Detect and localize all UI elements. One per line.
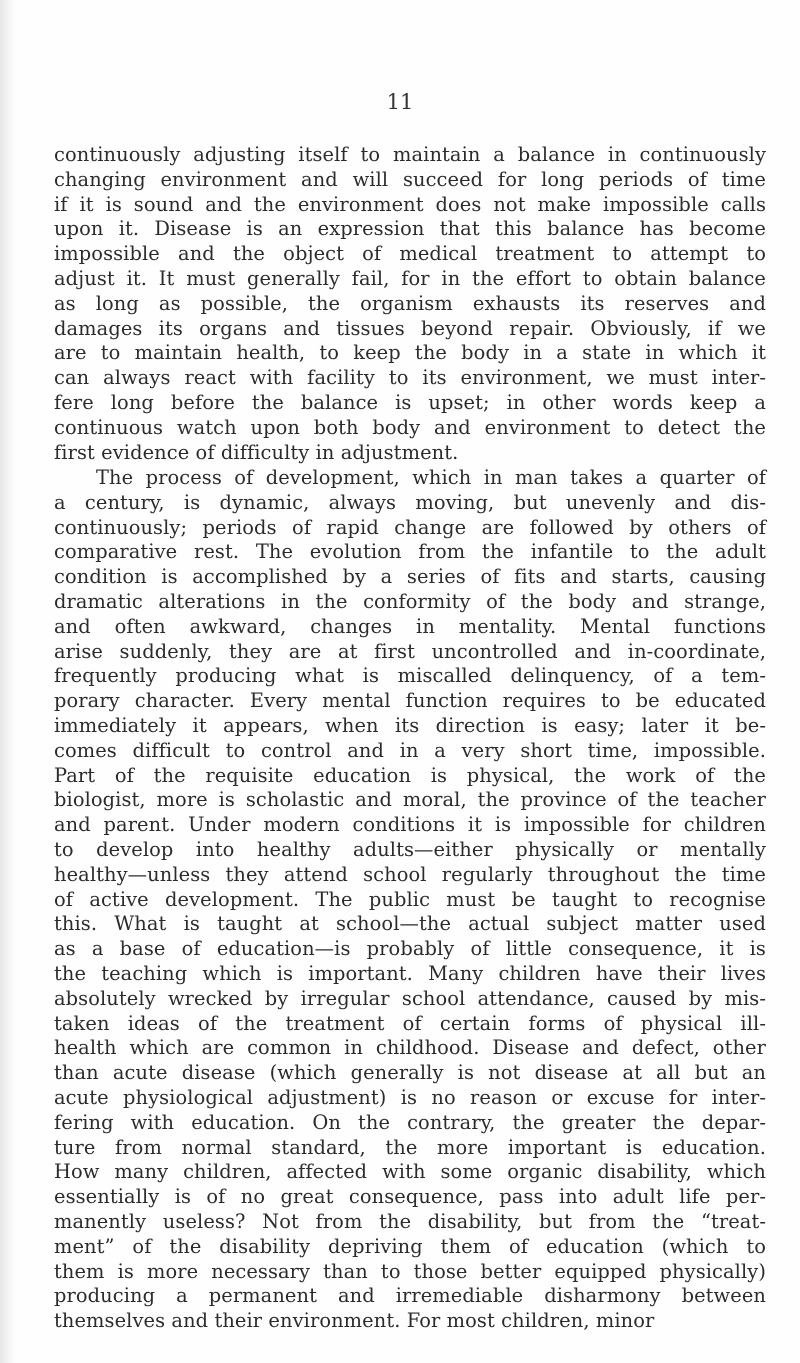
text-line: first evidence of difficulty in adjustment. — [54, 440, 459, 464]
text-line: fere long before the balance is upset; in other words keep a — [54, 390, 766, 414]
text-line: continuously adjusting itself to maintain a balance in continuously — [54, 143, 766, 166]
paragraph-2 — [54, 466, 766, 1334]
text-line: essentially is of no great consequence, pass into adult life per- — [54, 1185, 766, 1209]
text-line: as long as possible, the organism exhausts its reserves and — [54, 291, 766, 315]
page-binding-edge — [0, 0, 16, 1363]
text-line: The process of development, which in man takes a quarter of — [96, 466, 766, 489]
text-line: health which are common in childhood. Disease and defect, other — [54, 1036, 766, 1060]
text-line: themselves and their environment. For most children, minor — [54, 1309, 655, 1333]
text-line: porary character. Every mental function requires to be educated — [54, 689, 766, 713]
text-line: Part of the requisite education is physical, the work of the — [54, 763, 766, 787]
text-line: condition is accomplished by a series of fits and starts, causing — [54, 565, 766, 589]
text-line: changing environment and will succeed for long periods of time — [54, 167, 766, 191]
text-line: can always react with facility to its environment, we must inter- — [54, 366, 766, 390]
text-line: to develop into healthy adults—either physically or mentally — [54, 837, 766, 861]
text-line: immediately it appears, when its direction is easy; later it be- — [54, 713, 766, 737]
text-line: manently useless? Not from the disability, but from the “treat- — [54, 1209, 766, 1233]
text-line: continuously; periods of rapid change are followed by others of — [54, 515, 766, 539]
text-line: acute physiological adjustment) is no reason or excuse for inter- — [54, 1085, 766, 1109]
text-line: fering with education. On the contrary, the greater the depar- — [54, 1110, 766, 1134]
text-line: as a base of education—is probably of little consequence, it is — [54, 937, 766, 961]
text-line: ment” of the disability depriving them of education (which to — [54, 1234, 766, 1258]
text-line: the teaching which is important. Many children have their lives — [54, 961, 766, 985]
text-line: them is more necessary than to those better equipped physically) — [54, 1259, 766, 1283]
text-line: this. What is taught at school—the actual subject matter used — [54, 912, 766, 936]
paragraph-1 — [54, 143, 766, 465]
text-line: than acute disease (which generally is not disease at all but an — [54, 1061, 766, 1085]
text-line: of active development. The public must be taught to recognise — [54, 887, 766, 911]
text-line: continuous watch upon both body and environment to detect the — [54, 415, 766, 439]
text-line: taken ideas of the treatment of certain forms of physical ill- — [54, 1011, 766, 1035]
text-line: if it is sound and the environment does not make impossible calls — [54, 192, 766, 216]
text-line: and parent. Under modern conditions it is impossible for children — [54, 813, 766, 837]
text-line: dramatic alterations in the conformity of the body and strange, — [54, 589, 766, 613]
text-line: How many children, affected with some organic disability, which — [54, 1160, 766, 1184]
text-line: comparative rest. The evolution from the infantile to the adult — [54, 540, 766, 564]
text-line: adjust it. It must generally fail, for in the effort to obtain balance — [54, 266, 766, 290]
text-line: frequently producing what is miscalled delinquency, of a tem- — [54, 664, 766, 688]
text-line: comes difficult to control and in a very short time, impossible. — [54, 738, 766, 762]
text-line: producing a permanent and irremediable disharmony between — [54, 1284, 766, 1308]
text-line: are to maintain health, to keep the body in a state in which it — [54, 341, 766, 365]
text-line: ture from normal standard, the more important is education. — [54, 1135, 766, 1159]
text-line: and often awkward, changes in mentality. Mental functions — [54, 614, 766, 638]
page-number: 11 — [386, 90, 414, 114]
text-line: a century, is dynamic, always moving, but unevenly and dis- — [54, 490, 766, 514]
text-line: damages its organs and tissues beyond repair. Obviously, if we — [54, 316, 766, 340]
text-line: impossible and the object of medical treatment to attempt to — [54, 242, 766, 266]
text-line: healthy—unless they attend school regularly throughout the time — [54, 862, 766, 886]
text-line: arise suddenly, they are at first uncontrolled and in-coordinate, — [54, 639, 766, 663]
text-line: biologist, more is scholastic and moral, the province of the teacher — [54, 788, 766, 812]
text-line: absolutely wrecked by irregular school attendance, caused by mis- — [54, 986, 766, 1010]
text-line: upon it. Disease is an expression that this balance has become — [54, 217, 766, 241]
